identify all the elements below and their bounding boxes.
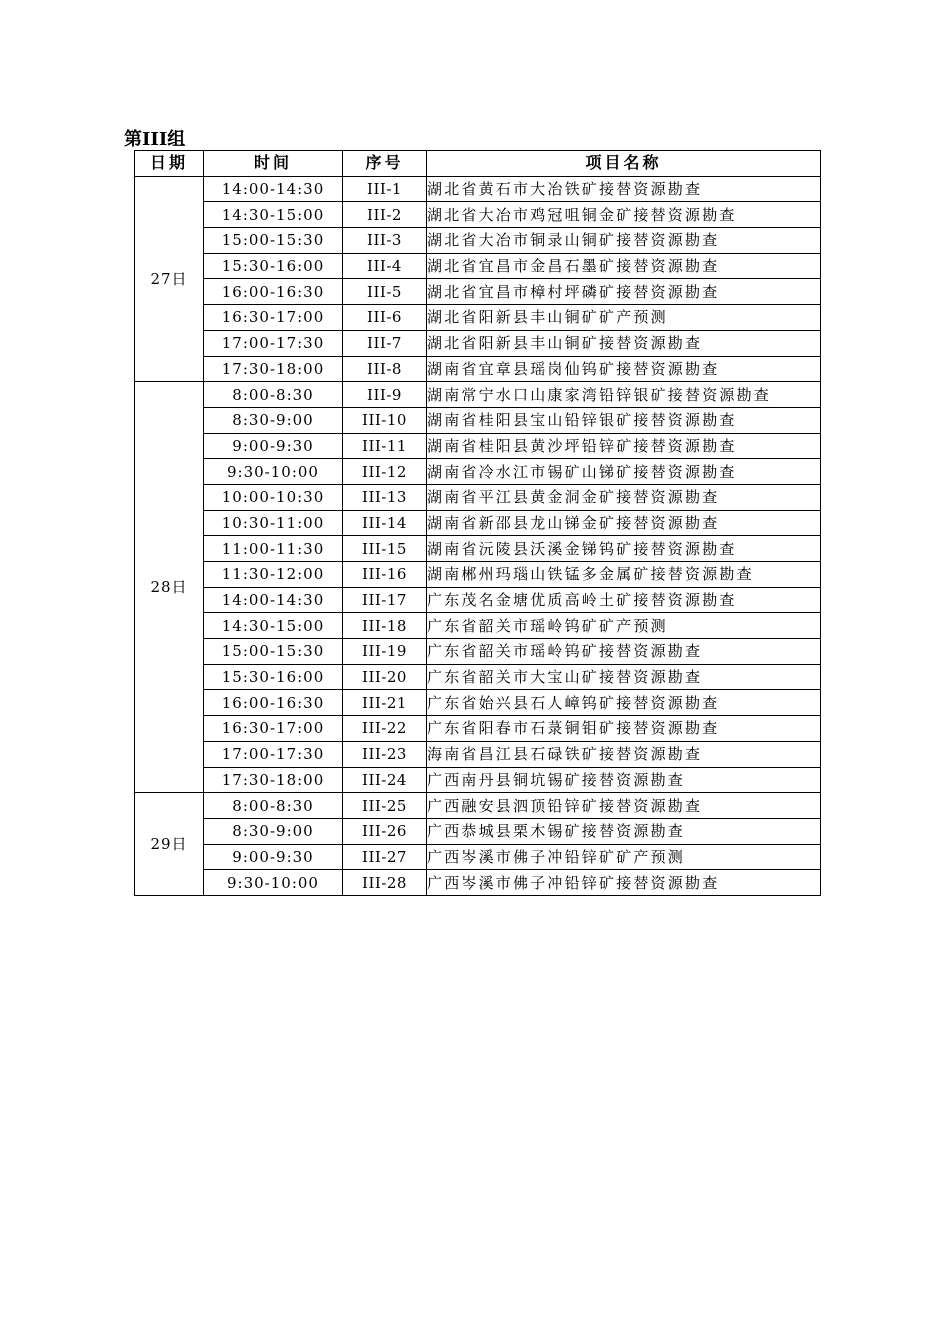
table-row [135, 639, 821, 665]
time-cell: 14:00-14:30 [204, 176, 343, 202]
project-name-cell: 湖南省新邵县龙山锑金矿接替资源勘查 [427, 510, 821, 536]
table-row [135, 870, 821, 896]
seq-cell: III-19 [343, 639, 427, 665]
seq-cell: III-28 [343, 870, 427, 896]
time-cell: 8:30-9:00 [204, 407, 343, 433]
time-cell: 16:30-17:00 [204, 716, 343, 742]
column-header-name: 项目名称 [427, 151, 821, 177]
time-cell: 15:30-16:00 [204, 253, 343, 279]
time-cell: 14:30-15:00 [204, 613, 343, 639]
time-cell: 8:30-9:00 [204, 818, 343, 844]
project-name-cell: 湖南省平江县黄金洞金矿接替资源勘查 [427, 484, 821, 510]
schedule-table [134, 150, 821, 896]
seq-cell: III-3 [343, 228, 427, 254]
table-row [135, 279, 821, 305]
project-name-cell: 湖南省冷水江市锡矿山锑矿接替资源勘查 [427, 459, 821, 485]
table-row [135, 407, 821, 433]
project-name-cell: 广西岑溪市佛子冲铅锌矿接替资源勘查 [427, 870, 821, 896]
time-cell: 14:30-15:00 [204, 202, 343, 228]
time-cell: 10:30-11:00 [204, 510, 343, 536]
table-header-row [135, 151, 821, 177]
table-row [135, 382, 821, 408]
seq-cell: III-9 [343, 382, 427, 408]
table-row [135, 484, 821, 510]
project-name-cell: 广东茂名金塘优质高岭土矿接替资源勘查 [427, 587, 821, 613]
table-row [135, 253, 821, 279]
seq-cell: III-11 [343, 433, 427, 459]
column-header-time: 时间 [204, 151, 343, 177]
seq-cell: III-18 [343, 613, 427, 639]
seq-cell: III-25 [343, 793, 427, 819]
table-row [135, 562, 821, 588]
project-name-cell: 湖北省宜昌市金昌石墨矿接替资源勘查 [427, 253, 821, 279]
project-name-cell: 广西岑溪市佛子冲铅锌矿矿产预测 [427, 844, 821, 870]
table-row [135, 793, 821, 819]
seq-cell: III-2 [343, 202, 427, 228]
table-row [135, 536, 821, 562]
project-name-cell: 广东省韶关市瑶岭钨矿接替资源勘查 [427, 639, 821, 665]
time-cell: 16:00-16:30 [204, 690, 343, 716]
project-name-cell: 广东省始兴县石人嶂钨矿接替资源勘查 [427, 690, 821, 716]
seq-cell: III-13 [343, 484, 427, 510]
time-cell: 16:00-16:30 [204, 279, 343, 305]
time-cell: 14:00-14:30 [204, 587, 343, 613]
time-cell: 17:30-18:00 [204, 356, 343, 382]
table-row [135, 664, 821, 690]
table-row [135, 176, 821, 202]
project-name-cell: 广东省韶关市大宝山矿接替资源勘查 [427, 664, 821, 690]
table-row [135, 741, 821, 767]
project-name-cell: 广东省阳春市石菉铜钼矿接替资源勘查 [427, 716, 821, 742]
schedule-body [135, 176, 821, 895]
project-name-cell: 湖北省宜昌市樟村坪磷矿接替资源勘查 [427, 279, 821, 305]
project-name-cell: 海南省昌江县石碌铁矿接替资源勘查 [427, 741, 821, 767]
time-cell: 11:30-12:00 [204, 562, 343, 588]
time-cell: 9:30-10:00 [204, 459, 343, 485]
time-cell: 17:30-18:00 [204, 767, 343, 793]
seq-cell: III-16 [343, 562, 427, 588]
project-name-cell: 湖南郴州玛瑙山铁锰多金属矿接替资源勘查 [427, 562, 821, 588]
time-cell: 8:00-8:30 [204, 793, 343, 819]
seq-cell: III-1 [343, 176, 427, 202]
seq-cell: III-6 [343, 305, 427, 331]
seq-cell: III-5 [343, 279, 427, 305]
table-row [135, 716, 821, 742]
date-cell: 27日 [135, 176, 204, 382]
project-name-cell: 湖北省大冶市鸡冠咀铜金矿接替资源勘查 [427, 202, 821, 228]
seq-cell: III-17 [343, 587, 427, 613]
seq-cell: III-27 [343, 844, 427, 870]
time-cell: 15:00-15:30 [204, 639, 343, 665]
date-cell: 28日 [135, 382, 204, 793]
time-cell: 9:00-9:30 [204, 844, 343, 870]
time-cell: 17:00-17:30 [204, 330, 343, 356]
time-cell: 8:00-8:30 [204, 382, 343, 408]
table-row [135, 433, 821, 459]
column-header-seq: 序号 [343, 151, 427, 177]
seq-cell: III-7 [343, 330, 427, 356]
project-name-cell: 湖北省阳新县丰山铜矿接替资源勘查 [427, 330, 821, 356]
project-name-cell: 湖南省桂阳县宝山铅锌银矿接替资源勘查 [427, 407, 821, 433]
table-row [135, 228, 821, 254]
table-row [135, 690, 821, 716]
project-name-cell: 湖北省阳新县丰山铜矿矿产预测 [427, 305, 821, 331]
seq-cell: III-21 [343, 690, 427, 716]
table-row [135, 202, 821, 228]
date-cell: 29日 [135, 793, 204, 896]
time-cell: 16:30-17:00 [204, 305, 343, 331]
seq-cell: III-12 [343, 459, 427, 485]
project-name-cell: 湖北省黄石市大冶铁矿接替资源勘查 [427, 176, 821, 202]
column-header-date: 日期 [135, 151, 204, 177]
seq-cell: III-23 [343, 741, 427, 767]
seq-cell: III-20 [343, 664, 427, 690]
time-cell: 17:00-17:30 [204, 741, 343, 767]
page-title: 第III组 [124, 129, 186, 150]
table-row [135, 305, 821, 331]
time-cell: 11:00-11:30 [204, 536, 343, 562]
table-row [135, 510, 821, 536]
time-cell: 10:00-10:30 [204, 484, 343, 510]
project-name-cell: 广东省韶关市瑶岭钨矿矿产预测 [427, 613, 821, 639]
table-row [135, 330, 821, 356]
project-name-cell: 湖南省宜章县瑶岗仙钨矿接替资源勘查 [427, 356, 821, 382]
project-name-cell: 广西恭城县栗木锡矿接替资源勘查 [427, 818, 821, 844]
table-row [135, 818, 821, 844]
table-row [135, 613, 821, 639]
project-name-cell: 广西南丹县铜坑锡矿接替资源勘查 [427, 767, 821, 793]
project-name-cell: 广西融安县泗顶铅锌矿接替资源勘查 [427, 793, 821, 819]
seq-cell: III-4 [343, 253, 427, 279]
table-row [135, 844, 821, 870]
seq-cell: III-10 [343, 407, 427, 433]
seq-cell: III-22 [343, 716, 427, 742]
project-name-cell: 湖南省桂阳县黄沙坪铅锌矿接替资源勘查 [427, 433, 821, 459]
table-row [135, 356, 821, 382]
time-cell: 15:00-15:30 [204, 228, 343, 254]
seq-cell: III-15 [343, 536, 427, 562]
time-cell: 9:30-10:00 [204, 870, 343, 896]
table-row [135, 767, 821, 793]
seq-cell: III-26 [343, 818, 427, 844]
time-cell: 9:00-9:30 [204, 433, 343, 459]
seq-cell: III-14 [343, 510, 427, 536]
table-row [135, 587, 821, 613]
time-cell: 15:30-16:00 [204, 664, 343, 690]
seq-cell: III-8 [343, 356, 427, 382]
seq-cell: III-24 [343, 767, 427, 793]
project-name-cell: 湖南省沅陵县沃溪金锑钨矿接替资源勘查 [427, 536, 821, 562]
project-name-cell: 湖南常宁水口山康家湾铅锌银矿接替资源勘查 [427, 382, 821, 408]
project-name-cell: 湖北省大冶市铜录山铜矿接替资源勘查 [427, 228, 821, 254]
table-row [135, 459, 821, 485]
